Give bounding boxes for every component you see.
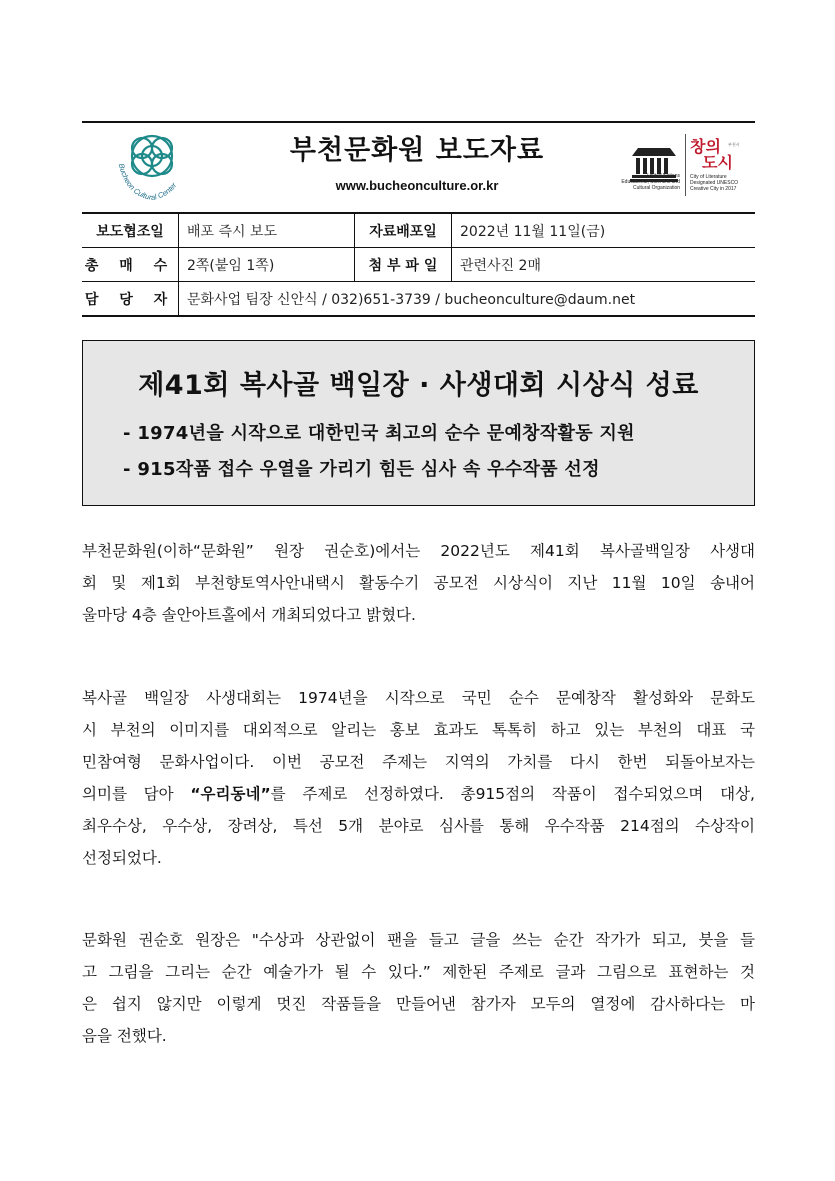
paragraph-line: 최우수상, 우수상, 장려상, 특선 5개 분야로 심사를 통해 우수작품 214점의 수상작이 — [82, 817, 755, 835]
embargo-value: 배포 즉시 보도 — [179, 213, 355, 248]
paragraph-line — [82, 778, 755, 810]
logo-text: Bucheon Cultural Center — [116, 162, 179, 203]
body-paragraph-3 — [82, 924, 755, 1052]
paragraph-line: 부천문화원(이하“문화원” 원장 권순호)에서는 2022년도 제41회 복사골백일장 사생대 — [82, 542, 755, 560]
release-date-label: 자료배포일 — [355, 213, 452, 248]
bucheon-cultural-center-logo — [104, 130, 196, 210]
header-top-rule — [82, 121, 755, 123]
headline-subtitle-2: - 915작품 접수 우열을 가리기 힘든 심사 속 우수작품 선정 — [123, 459, 600, 480]
table-row — [82, 248, 755, 282]
paragraph-line: 문화원 권순호 원장은 "수상과 상관없이 팬을 들고 글을 쓰는 순간 작가가 되고, 붓을 들 — [82, 931, 755, 949]
theme-highlight: “우리동네” — [190, 785, 271, 803]
headline-title: 제41회 복사골 백일장 · 사생대회 시상식 성료 — [138, 370, 699, 401]
paragraph-line: 음을 전했다. — [82, 1027, 167, 1045]
press-info-table — [82, 212, 755, 317]
logo-divider — [685, 134, 686, 196]
paragraph-line: 회 및 제1회 부천향토역사안내택시 활동수기 공모전 시상식이 지난 11월 10일 송내어 — [82, 574, 755, 592]
table-row — [82, 213, 755, 248]
website-url: www.bucheonculture.or.kr — [335, 178, 499, 193]
release-date-value: 2022년 11월 11일(금) — [452, 213, 756, 248]
city-logo-small: 부천시 — [728, 142, 740, 147]
city-logo-word-1: 창의 — [690, 137, 721, 156]
table-row — [82, 282, 755, 317]
paragraph-line: 민참여형 문화사업이다. 이번 공모전 주제는 지역의 가치를 다시 한번 되돌아보자는 — [82, 753, 755, 771]
paragraph-line: 고 그림을 그리는 순간 예술가가 될 수 있다.” 제한된 주제로 글과 그림으로 표현하는 것 — [82, 963, 755, 981]
paragraph-line: 복사골 백일장 사생대회는 1974년을 시작으로 국민 순수 문예창작 활성화와 문화도 — [82, 689, 755, 707]
city-logo-caption: City of Literature Designated UNESCO Creative City in 2017 — [690, 174, 739, 192]
contact-label: 담 당 자 — [82, 282, 179, 317]
page-count-label: 총 매 수 — [82, 248, 179, 282]
paragraph-line: 은 쉽지 않지만 이렇게 멋진 작품들을 만들어낸 참가자 모두의 열정에 감사하다는 마 — [82, 995, 755, 1013]
press-release-title: 부천문화원 보도자료 — [289, 135, 545, 166]
creative-city-logo — [690, 134, 760, 198]
paragraph-line: 선정되었다. — [82, 849, 162, 867]
unesco-caption: United Nations Educational, Scientific and Cultural Organization — [621, 173, 680, 191]
city-logo-word-2: 도시 — [702, 153, 733, 172]
body-paragraph-1 — [82, 535, 755, 631]
page-count-value: 2쪽(붙임 1쪽) — [179, 248, 355, 282]
headline-subtitle-1: - 1974년을 시작으로 대한민국 최고의 순수 문예창작활동 지원 — [123, 423, 635, 444]
body-paragraph-2 — [82, 682, 755, 874]
contact-value: 문화사업 팀장 신안식 / 032)651-3739 / bucheonculture@daum.net — [179, 282, 756, 317]
attachment-value: 관련사진 2매 — [452, 248, 756, 282]
headline-box — [82, 340, 755, 506]
paragraph-line: 울마당 4층 솔안아트홀에서 개최되었다고 밝혔다. — [82, 606, 416, 624]
embargo-label: 보도협조일 — [82, 213, 179, 248]
svg-text:Bucheon Cultural Center — [117, 163, 179, 202]
text-run: 의미를 담아 — [82, 785, 191, 803]
paragraph-line: 시 부천의 이미지를 대외적으로 알리는 홍보 효과도 톡톡히 하고 있는 부천의 대표 국 — [82, 721, 755, 739]
attachment-label: 첨 부 파 일 — [355, 248, 452, 282]
text-run: 를 주제로 선정하였다. 총915점의 작품이 접수되었으며 대상, — [270, 785, 755, 803]
